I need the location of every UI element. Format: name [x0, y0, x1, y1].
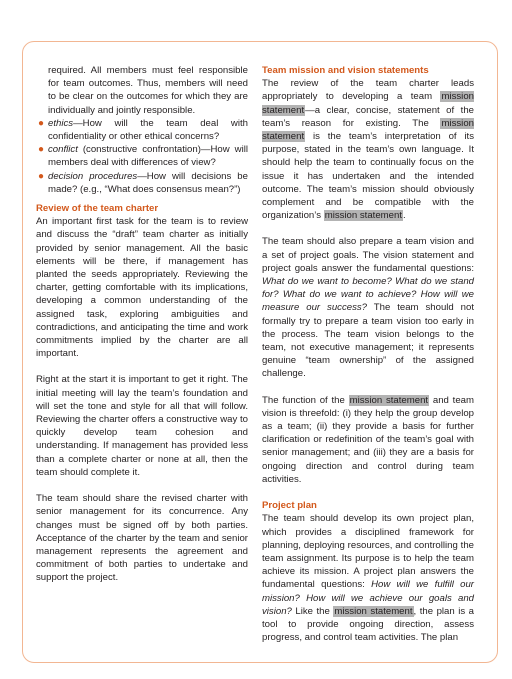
vision-text: The team should not formally try to prepare a team vision too early in the process. The team vision belongs to the team, not executive management; it represents genuine “team ownership” of the assigned challenge.: [262, 302, 474, 380]
bullet-term: ethics: [48, 117, 74, 129]
intro-paragraph: required. All members must feel responsible for team outcomes. Thus, members will need to be clear on the outcomes for which they are individually and jointly responsible.: [48, 65, 248, 116]
review-paragraph-1: An important first task for the team is to review and discuss the “draft” team charter as initially provided by senior management. All the basic elements will be there, if management has planted the seeds appropriately. Reviewing the charter, getting comfortable with its implications, developing a common understanding of the assigned task, exploring ambiguities and contradictions, and anticipating the time and work commitments implied by the charter are all important.: [36, 216, 248, 360]
bullet-text: —How will the team deal with confidentiality or other ethical concerns?: [48, 117, 248, 143]
plan-text: The team should develop its own project plan, which provides a disciplined framework for planning, deploying resources, and controlling the team assignment. Its purpose is to help the team achieve its mission. A project plan answers the fundamental questions:: [262, 513, 474, 591]
plan-questions: How will we fulfill our mission? How will we achieve our goals and vision?: [262, 579, 474, 617]
plan-text: , the plan is a tool to provide ongoing direction, assess progress, and control team activities. The plan: [262, 605, 474, 644]
mission-statement-highlight: mission statement: [349, 394, 429, 406]
left-column: [36, 64, 248, 585]
project-plan-paragraph: [262, 512, 474, 644]
mission-text: —a clear, concise, statement of the team’s reason for existing. The: [262, 104, 474, 129]
bullet-item-conflict: [36, 143, 248, 169]
mission-statement-highlight: mission statement: [262, 117, 474, 143]
right-column: [262, 64, 474, 644]
function-paragraph: [262, 394, 474, 486]
vision-text: The team should also prepare a team vision and a set of project goals. The vision statement and project goals answer the fundamental questions:: [262, 236, 474, 274]
plan-text: Like the: [291, 605, 334, 617]
mission-paragraph: [262, 77, 474, 222]
mission-statement-highlight: mission statement: [324, 210, 403, 222]
bullet-item-ethics: [36, 117, 248, 143]
mission-text: .: [403, 210, 406, 222]
project-plan-heading: Project plan: [262, 500, 317, 512]
bullet-item-decision-procedures: [36, 170, 248, 196]
charter-bullet-list: [36, 117, 248, 196]
mission-statement-highlight: mission statement: [262, 91, 474, 116]
bullet-dot-icon: ●: [38, 170, 45, 182]
bullet-dot-icon: ●: [38, 117, 45, 129]
review-heading: Review of the team charter: [36, 203, 159, 215]
bullet-term: decision procedures: [48, 170, 138, 182]
bullet-text: —How will decisions be made? (e.g., “What does consensus mean?”): [48, 170, 248, 195]
bullet-term: conflict: [48, 144, 78, 156]
vision-questions: What do we want to become? What do we stand for? What do we want to achieve? How will we measure our success?: [262, 276, 474, 314]
function-text: and team vision is threefold: (i) they help the group develop as a team; (ii) they provide a basis for further clarification or redefinition of the team’s goal with senior management; and (iii) they are a basis for ongoing direction and control during team activities.: [262, 394, 474, 485]
mission-heading: Team mission and vision statements: [262, 65, 429, 76]
review-paragraph-2: Right at the start it is important to get it right. The initial meeting will lay the team’s foundation and will set the tone and style for all that will follow. Reviewing the charter offers a constructive way to quickly develop team cohesion and understanding. If management has provided less than a complete charter or none at all, then the team should complete it.: [36, 374, 248, 478]
review-paragraph-3: The team should share the revised charter with senior management for its concurrence. Any changes must be signed off by both parties. Acceptance of the charter by the team and senior management represents the agreement and commitment of both parties to undertake and support the project.: [36, 493, 248, 584]
bullet-text: (constructive confrontation)—How will members deal with differences of view?: [48, 144, 248, 169]
vision-paragraph: [262, 235, 474, 380]
bullet-dot-icon: ●: [38, 144, 45, 156]
mission-text: The review of the team charter leads appropriately to developing a team: [262, 78, 474, 103]
mission-text: is the team’s interpretation of its purpose, stated in the team’s own language. It should help the team to continually focus on the issue it has undertaken and the intended outcome. The team’s mission should obviously complement and be compatible with the organization’s: [262, 131, 474, 222]
mission-statement-highlight: mission statement: [334, 605, 413, 617]
function-text: The function of the: [262, 394, 349, 406]
